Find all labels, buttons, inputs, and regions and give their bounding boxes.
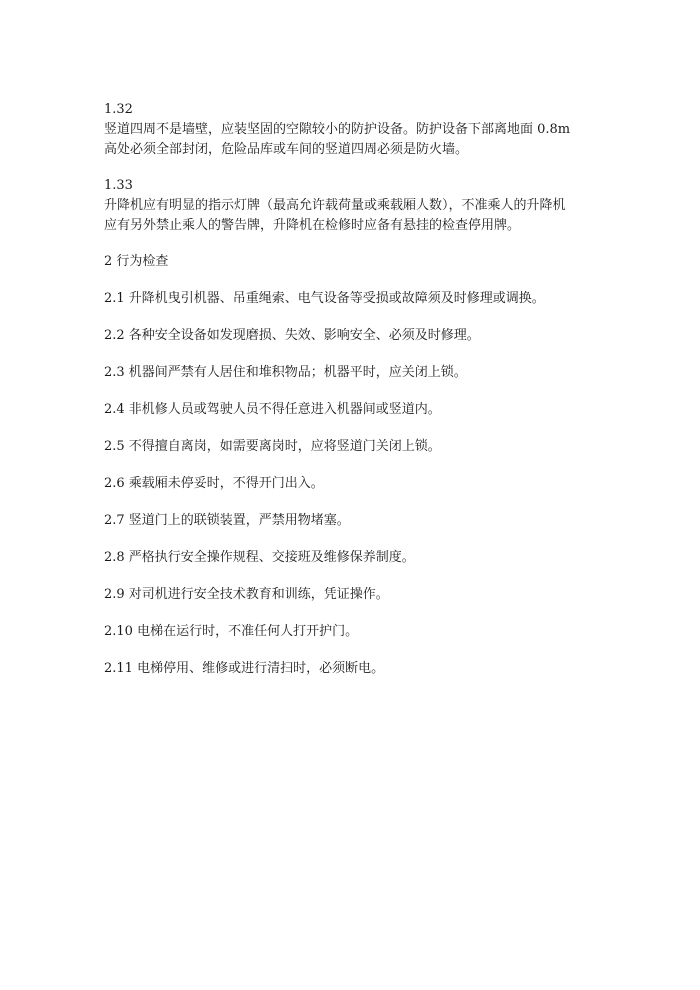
list-item: 2.1 升降机曳引机器、吊重绳索、电气设备等受损或故障须及时修理或调换。 <box>104 291 545 306</box>
list-item: 2.5 不得擅自离岗，如需要离岗时，应将竖道门关闭上锁。 <box>104 439 441 454</box>
list-item: 2.7 竖道门上的联锁装置，严禁用物堵塞。 <box>104 513 350 528</box>
list-item: 2.10 电梯在运行时，不准任何人打开护门。 <box>104 624 359 639</box>
list-item: 2.6 乘载厢未停妥时，不得开门出入。 <box>104 476 324 491</box>
list-item: 2.2 各种安全设备如发现磨损、失效、影响安全、必须及时修理。 <box>104 328 480 343</box>
section-1-32 <box>104 100 604 160</box>
list-item: 2.8 严格执行安全操作规程、交接班及维修保养制度。 <box>104 550 415 565</box>
section-1-33 <box>104 176 604 236</box>
list-item: 2.11 电梯停用、维修或进行清扫时，必须断电。 <box>104 661 385 676</box>
section-text-line: 高处必须全部封闭，危险品库或车间的竖道四周必须是防火墙。 <box>104 142 469 157</box>
list-item: 2.3 机器间严禁有人居住和堆积物品；机器平时，应关闭上锁。 <box>104 365 467 380</box>
section-text-line: 竖道四周不是墙壁，应装坚固的空隙较小的防护设备。防护设备下部离地面 0.8m <box>104 122 571 137</box>
section-heading: 2 行为检查 <box>104 254 169 269</box>
section-text-line: 应有另外禁止乘人的警告牌，升降机在检修时应备有悬挂的检查停用牌。 <box>104 218 521 233</box>
document-page <box>104 100 604 696</box>
section-number: 1.33 <box>104 178 133 193</box>
section-text-line: 升降机应有明显的指示灯牌（最高允许载荷量或乘载厢人数），不准乘人的升降机 <box>104 198 566 213</box>
list-item: 2.9 对司机进行安全技术教育和训练，凭证操作。 <box>104 587 389 602</box>
section-number: 1.32 <box>104 102 133 117</box>
list-item: 2.4 非机修人员或驾驶人员不得任意进入机器间或竖道内。 <box>104 402 441 417</box>
